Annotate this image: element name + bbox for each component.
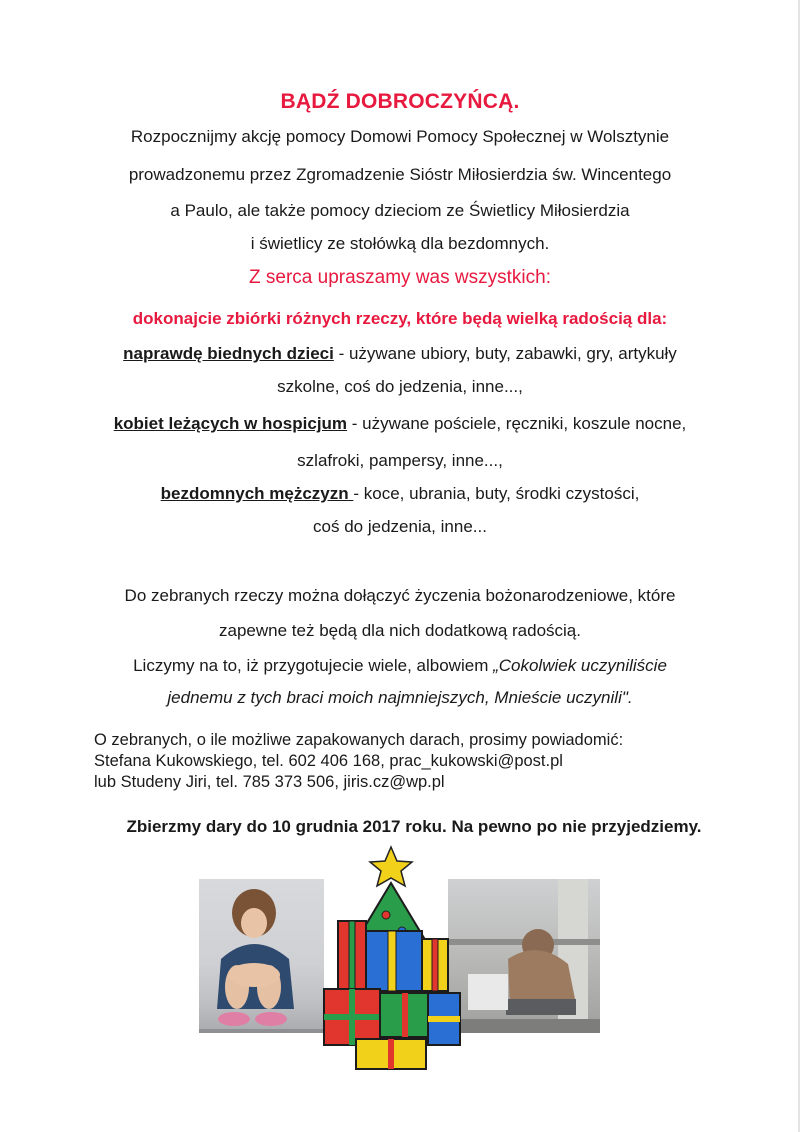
page-title: BĄDŹ DOBROCZYŃCĄ. bbox=[280, 90, 520, 113]
contact-line: Stefana Kukowskiego, tel. 602 406 168, prac_kukowski@post.pl bbox=[94, 752, 563, 770]
children-cont: szkolne, coś do jedzenia, inne..., bbox=[277, 377, 523, 396]
children-label: naprawdę biednych dzieci bbox=[123, 344, 334, 363]
contact-line: O zebranych, o ile możliwe zapakowanych darach, prosimy powiadomić: bbox=[94, 731, 624, 749]
wishes-line: zapewne też będą dla nich dodatkową radością. bbox=[219, 621, 581, 640]
women-cont: szlafroki, pampersy, inne..., bbox=[297, 451, 503, 470]
count-on-line bbox=[0, 655, 800, 677]
homeless-man-illustration bbox=[448, 879, 600, 1033]
child-photo bbox=[199, 879, 324, 1033]
quote-start: „Cokolwiek uczyniliście bbox=[493, 656, 667, 675]
intro-line: Rozpocznijmy akcję pomocy Domowi Pomocy Społecznej w Wolsztynie bbox=[130, 127, 670, 146]
count-on-text: Liczymy na to, iż przygotujecie wiele, albowiem bbox=[133, 656, 494, 675]
men-label: bezdomnych mężczyzn bbox=[160, 484, 354, 503]
men-cont: coś do jedzenia, inne... bbox=[313, 517, 487, 536]
contact-line: lub Studeny Jiri, tel. 785 373 506, jiris.cz@wp.pl bbox=[94, 773, 445, 791]
children-text: - używane ubiory, buty, zabawki, gry, artykuły bbox=[333, 344, 677, 363]
intro-line: i świetlicy ze stołówką dla bezdomnych. bbox=[250, 234, 550, 253]
children-line bbox=[0, 343, 800, 365]
intro-line: a Paulo, ale także pomocy dzieciom ze Świetlicy Miłosierdzia bbox=[170, 201, 630, 220]
women-label: kobiet leżących w hospicjum bbox=[113, 414, 348, 433]
wishes-line: Do zebranych rzeczy można dołączyć życzenia bożonarodzeniowe, które bbox=[124, 586, 676, 605]
men-text: - koce, ubrania, buty, środki czystości, bbox=[353, 484, 640, 503]
appeal-subheading: dokonajcie zbiórki różnych rzeczy, które będą wielką radością dla: bbox=[132, 309, 668, 328]
quote-end: jednemu z tych braci moich najmniejszych, Mnieście uczynili". bbox=[167, 688, 633, 707]
women-text: - używane pościele, ręczniki, koszule nocne, bbox=[347, 414, 687, 433]
christmas-tree-gifts-illustration bbox=[316, 843, 466, 1073]
homeless-man-photo bbox=[448, 879, 600, 1033]
deadline: Zbierzmy dary do 10 grudnia 2017 roku. Na pewno po nie przyjedziemy. bbox=[126, 817, 702, 836]
appeal-heading: Z serca upraszamy was wszystkich: bbox=[249, 267, 551, 288]
women-line bbox=[0, 413, 800, 435]
child-photo-illustration bbox=[199, 879, 324, 1033]
men-line bbox=[0, 483, 800, 505]
intro-line: prowadzonemu przez Zgromadzenie Sióstr Miłosierdzia św. Wincentego bbox=[128, 165, 672, 184]
